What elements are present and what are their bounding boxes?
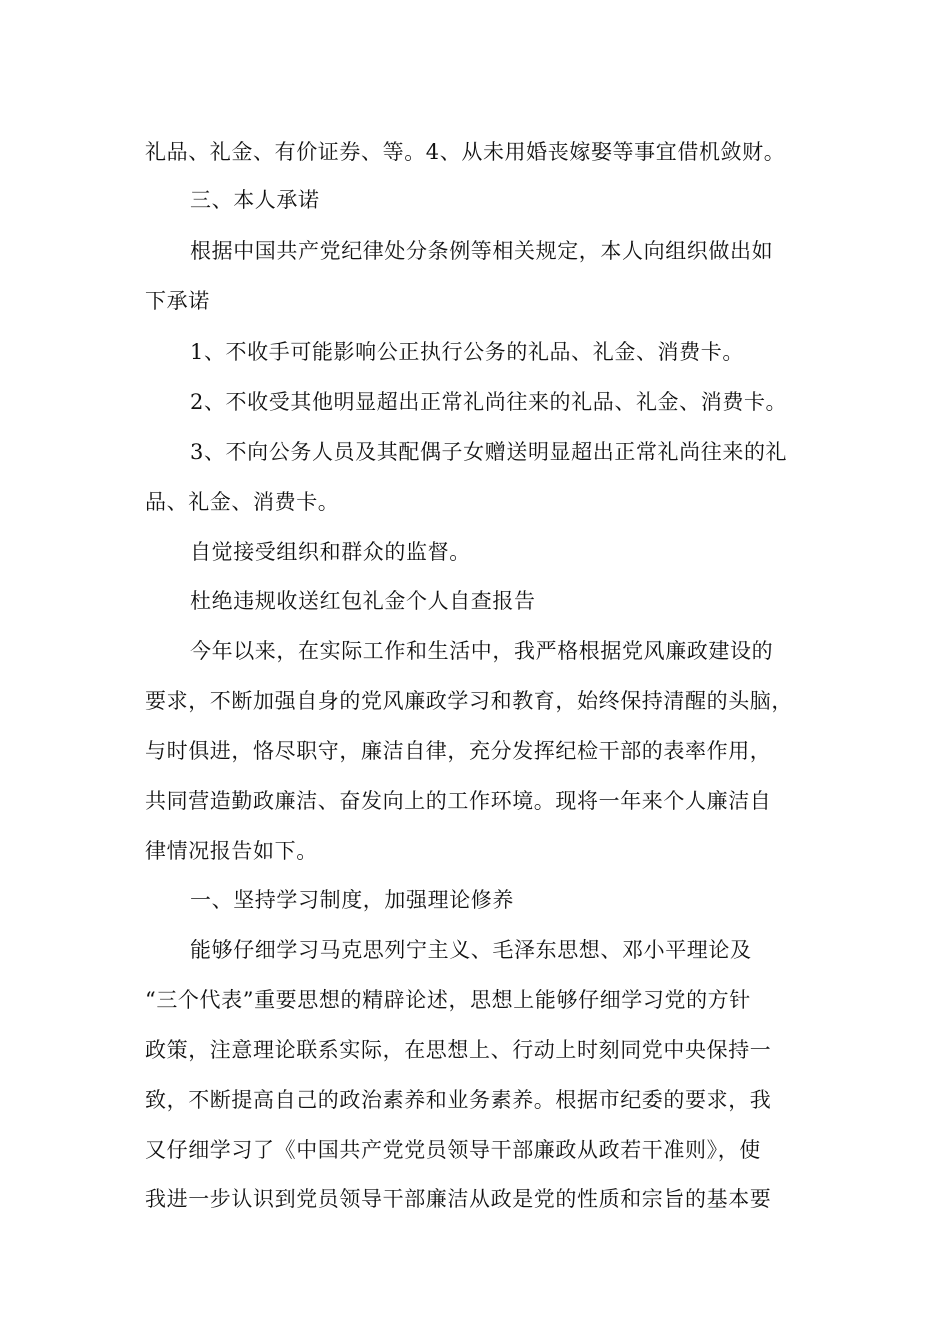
text-line: 自觉接受组织和群众的监督。 bbox=[190, 540, 471, 564]
text-line: 今年以来，在实际工作和生活中，我严格根据党风廉政建设的 bbox=[190, 639, 774, 663]
text-line: 品、礼金、消费卡。 bbox=[145, 490, 340, 514]
text-line: 下承诺 bbox=[145, 289, 210, 313]
text-line: 要求，不断加强自身的党风廉政学习和教育，始终保持清醒的头脑， bbox=[145, 689, 793, 713]
text-line: 又仔细学习了《中国共产党党员领导干部廉政从政若干准则》，使 bbox=[145, 1138, 761, 1162]
text-line: “三个代表”重要思想的精辟论述，思想上能够仔细学习党的方针 bbox=[145, 988, 751, 1012]
text-line: 与时俱进，恪尽职守，廉洁自律，充分发挥纪检干部的表率作用， bbox=[145, 739, 772, 763]
text-line: 共同营造勤政廉洁、奋发向上的工作环境。现将一年来个人廉洁自 bbox=[145, 789, 772, 813]
section-heading: 三、本人承诺 bbox=[190, 188, 320, 212]
text-line: 致，不断提高自己的政治素养和业务素养。根据市纪委的要求，我 bbox=[145, 1088, 772, 1112]
text-line: 我进一步认识到党员领导干部廉洁从政是党的性质和宗旨的基本要 bbox=[145, 1187, 772, 1211]
list-item: 1、不收手可能影响公正执行公务的礼品、礼金、消费卡。 bbox=[190, 340, 744, 364]
report-title: 杜绝违规收送红包礼金个人自查报告 bbox=[190, 589, 536, 613]
text-line: 根据中国共产党纪律处分条例等相关规定，本人向组织做出如 bbox=[190, 239, 774, 263]
text-line: 礼品、礼金、有价证券、等。4、从未用婚丧嫁娶等事宜借机敛财。 bbox=[145, 140, 786, 164]
list-item: 3、不向公务人员及其配偶子女赠送明显超出正常礼尚往来的礼 bbox=[190, 440, 788, 464]
text-line: 能够仔细学习马克思列宁主义、毛泽东思想、邓小平理论及 bbox=[190, 938, 752, 962]
text-line: 律情况报告如下。 bbox=[145, 839, 318, 863]
list-item: 2、不收受其他明显超出正常礼尚往来的礼品、礼金、消费卡。 bbox=[190, 390, 788, 414]
section-heading: 一、坚持学习制度，加强理论修养 bbox=[190, 888, 514, 912]
text-line: 政策，注意理论联系实际，在思想上、行动上时刻同党中央保持一 bbox=[145, 1038, 772, 1062]
